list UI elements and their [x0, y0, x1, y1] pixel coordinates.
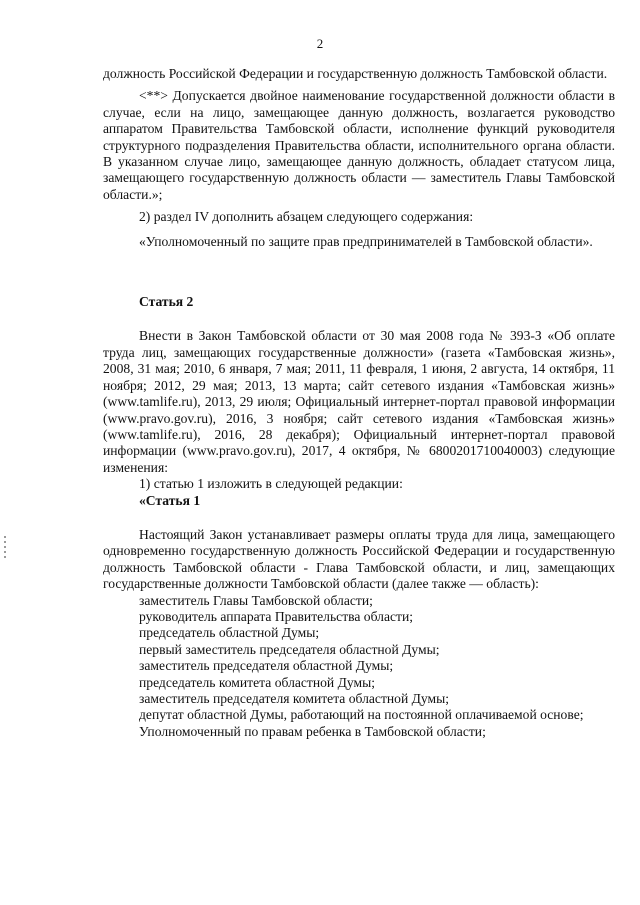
list-item: заместитель председателя областной Думы; [139, 658, 394, 674]
list-item: заместитель Главы Тамбовской области; [139, 592, 373, 608]
list-item: руководитель аппарата Правительства области; [139, 608, 414, 624]
paragraph-article1-redaction: 1) статью 1 изложить в следующей редакции: [139, 476, 403, 492]
paragraph-footnote: <**> Допускается двойное наименование государственной должности области в случае, если на лицо, замещающее данную должность, возлагается руководство аппаратом Правительства Тамбовской области, исполнение функций руководителя структурного подразделения Правительства области, исполнительного органа области. В указанном случае лицо, замещающее данную должность, обладает статусом лица, замещающего государственную должность области — заместитель Главы Тамбовской области.»; [103, 88, 615, 202]
page-number: 2 [316, 36, 324, 51]
document-body [103, 66, 615, 740]
list-item: депутат областной Думы, работающий на постоянной оплачиваемой основе; [139, 707, 584, 723]
heading-article-1: «Статья 1 [139, 492, 201, 508]
list-item: Уполномоченный по правам ребенка в Тамбовской области; [139, 723, 486, 739]
paragraph-continuation: должность Российской Федерации и государственную должность Тамбовской области. [103, 66, 608, 81]
heading-article-2: Статья 2 [139, 294, 194, 310]
list-item: заместитель председателя комитета областной Думы; [139, 691, 450, 706]
paragraph-ombudsman-entrepreneurs: «Уполномоченный по защите прав предпринимателей в Тамбовской области». [139, 233, 593, 249]
paragraph-section-iv: 2) раздел IV дополнить абзацем следующего содержания: [139, 209, 474, 225]
binding-margin-marks [4, 536, 6, 564]
paragraph-law-scope: Настоящий Закон устанавливает размеры оплаты труда для лица, замещающего одновременно государственную должность Российской Федерации и государственную должность Тамбовской области - Глава Тамбовской области, и лиц, замещающих государственные должности Тамбовской области (далее также — область): [103, 526, 615, 592]
list-item: председатель комитета областной Думы; [139, 674, 376, 690]
paragraph-amend-law: Внести в Закон Тамбовской области от 30 мая 2008 года № 393-З «Об оплате труда лиц, замещающих государственные должности» (газета «Тамбовская жизнь», 2008, 31 мая; 2010, 6 января, 7 мая; 2011, 11 февраля, 1 июня, 2 августа, 14 октября, 11 ноября; 2012, 29 мая; 2013, 13 марта; сайт сетевого издания «Тамбовская жизнь» (www.tamlife.ru), 2013, 29 июля; Официальный интернет-портал правовой информации (www.pravo.gov.ru), 2016, 3 ноября; сайт сетевого издания «Тамбовская жизнь» (www.tamlife.ru), 2016, 28 декабря); Официальный интернет-портал правовой информации (www.pravo.gov.ru), 2017, 4 октября, № 6800201710040003) следующие изменения: [103, 328, 615, 475]
list-item: первый заместитель председателя областной Думы; [139, 641, 440, 657]
list-item: председатель областной Думы; [139, 625, 320, 641]
